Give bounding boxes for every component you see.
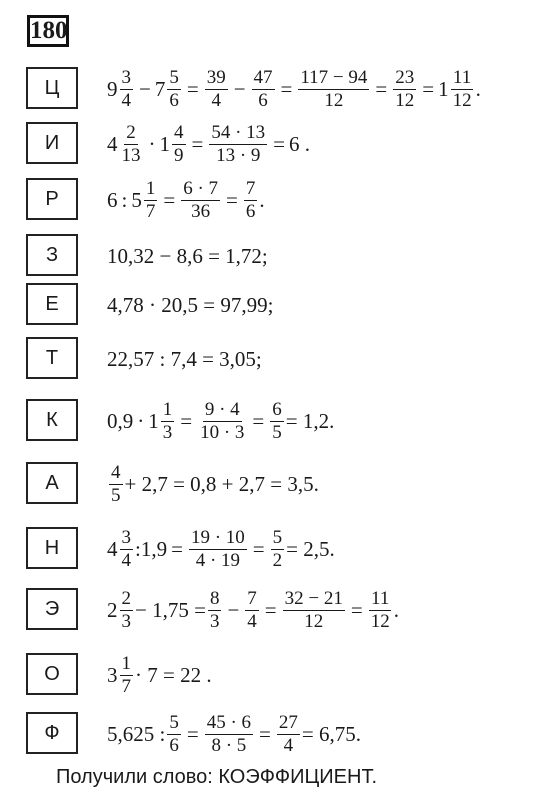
fraction-denominator: 3 [162,421,173,443]
fraction [298,67,369,112]
fraction-denominator: 9 [174,144,184,166]
expression-text: · [148,131,156,156]
expression-text: 2 [107,597,118,622]
expression-text: = [273,131,286,156]
fraction-denominator: 7 [145,200,156,222]
fraction [277,712,300,757]
task-number: 180 [27,15,69,47]
solution-row [0,178,550,222]
fraction [451,67,474,112]
expression-text: = [171,536,183,561]
expression-text: = [280,76,293,101]
fraction-numerator: 23 [395,66,415,88]
fraction-numerator: 3 [121,526,131,548]
fraction-denominator: 12 [452,89,472,111]
expression-text: + 2,7 = 0,8 + 2,7 = 3,5. [124,471,319,496]
letter-box: Ф [26,712,78,754]
expression-text: : [121,187,128,212]
fraction-denominator: 4 [211,89,221,111]
fraction-denominator: 10 · 3 [200,421,245,443]
fraction-numerator: 8 [209,587,220,609]
fraction-denominator: 6 [245,200,256,222]
fraction-numerator: 47 [253,66,273,88]
expression-text: = [350,597,363,622]
fraction-denominator: 8 · 5 [211,734,247,756]
expression-text: 1 [159,131,170,156]
expression-text: = [252,536,265,561]
expression-text: = 2,5. [286,536,335,561]
expression-text: = [252,408,265,433]
expression [107,234,268,278]
fraction-numerator: 5 [272,526,283,548]
expression-text: 6 . [289,131,311,156]
expression-text: = [191,131,204,156]
fraction-denominator: 12 [324,89,344,111]
expression [107,283,273,327]
solution-row [0,234,550,278]
expression-text: · 7 = 22 . [135,662,212,687]
letter-box: Е [26,283,78,325]
fraction [205,712,253,757]
expression-text: 1 [148,408,159,433]
fraction [181,178,220,223]
fraction [120,122,143,167]
expression [107,67,481,111]
fraction-numerator: 39 [206,66,226,88]
fraction-denominator: 5 [111,484,121,506]
fraction-denominator: 4 · 19 [195,549,241,571]
solution-row [0,399,550,443]
fraction-numerator: 19 · 10 [190,526,245,548]
fraction-numerator: 4 [111,461,121,483]
fraction [144,178,158,223]
fraction [244,178,258,223]
fraction-denominator: 5 [272,421,282,443]
fraction-numerator: 2 [126,121,136,143]
fraction [393,67,416,112]
fraction-denominator: 4 [247,610,257,632]
fraction [120,653,134,698]
fraction [120,588,134,633]
expression-text: 1,9 [140,536,168,561]
fraction-denominator: 6 [169,734,179,756]
fraction-numerator: 11 [452,66,472,88]
expression-text: : [135,536,141,561]
expression-text: 4 [107,536,118,561]
expression-text: . [475,76,481,101]
expression-text: = [226,187,238,212]
expression-text: 3 [107,662,118,687]
solution-row [0,67,550,111]
fraction-denominator: 4 [121,549,131,571]
fraction-numerator: 6 · 7 [183,177,219,199]
expression-text: 5,625 : [107,721,166,746]
letter-box: Н [26,527,78,569]
solution-row [0,462,550,506]
expression-text: 6 [107,187,118,212]
fraction-numerator: 117 − 94 [300,66,368,88]
letter-box: Р [26,178,78,220]
fraction-denominator: 36 [191,200,211,222]
fraction-denominator: 3 [209,610,220,632]
fraction-numerator: 6 [272,398,282,420]
fraction-denominator: 4 [121,89,131,111]
fraction-numerator: 32 − 21 [284,587,343,609]
expression [107,527,335,571]
fraction [369,588,392,633]
fraction [167,67,181,112]
letter-box: Ц [26,67,78,109]
expression [107,122,310,166]
expression [107,178,265,222]
letter-box: О [26,653,78,695]
fraction-denominator: 12 [370,610,390,632]
expression-text: − [227,597,240,622]
fraction-numerator: 4 [174,121,184,143]
fraction-numerator: 1 [162,398,173,420]
expression-text: − 1,75 = [135,597,206,622]
expression-text: 9 [107,76,118,101]
fraction-numerator: 9 · 4 [204,398,240,420]
expression [107,653,212,697]
fraction-denominator: 2 [272,549,283,571]
expression-text: = [186,76,199,101]
fraction [283,588,345,633]
fraction [109,462,123,507]
solution-row [0,337,550,381]
fraction-denominator: 4 [283,734,294,756]
expression-text: − [139,76,151,101]
fraction [167,712,181,757]
fraction [120,67,134,112]
expression-text: = [259,721,271,746]
expression-text: 4 [107,131,118,156]
fraction [120,527,134,572]
fraction-denominator: 7 [121,675,131,697]
fraction [252,67,275,112]
fraction-numerator: 5 [169,711,179,733]
fraction [209,122,267,167]
fraction-numerator: 1 [121,652,131,674]
expression-text: − [233,76,246,101]
fraction-numerator: 45 · 6 [206,711,252,733]
fraction-numerator: 2 [121,587,131,609]
letter-box: А [26,462,78,504]
fraction-denominator: 6 [258,89,268,111]
solution-row [0,588,550,632]
expression-text: = [375,76,388,101]
solution-row [0,283,550,327]
fraction-numerator: 7 [247,587,257,609]
expression-text: · [137,408,145,433]
result-sentence: Получили слово: КОЭФФИЦИЕНТ. [56,766,378,788]
expression [107,399,334,443]
expression-text: = [180,408,193,433]
expression-text: = 1,2. [285,408,335,433]
letter-box: Т [26,337,78,379]
fraction [161,399,175,444]
solution-row [0,527,550,571]
fraction-numerator: 11 [371,587,390,609]
expression-text: 0,9 [107,408,134,433]
fraction-numerator: 3 [121,66,131,88]
fraction-denominator: 12 [395,89,415,111]
letter-box: К [26,399,78,441]
fraction-denominator: 3 [121,610,131,632]
expression-text: . [259,187,265,212]
fraction-denominator: 6 [169,89,179,111]
expression-text: = [186,721,199,746]
fraction [189,527,247,572]
expression-text: 1 [438,76,449,101]
fraction [245,588,259,633]
expression-text: = [264,597,277,622]
fraction-numerator: 5 [169,66,179,88]
fraction-denominator: 13 · 9 [216,144,261,166]
fraction-denominator: 13 [121,144,141,166]
expression-text: = [422,76,435,101]
fraction [208,588,222,633]
expression-text: = [163,187,176,212]
expression-text: 22,57 : 7,4 = 3,05; [107,346,262,371]
fraction-denominator: 12 [304,610,324,632]
fraction-numerator: 54 · 13 [211,121,266,143]
solution-row [0,712,550,756]
fraction [198,399,246,444]
expression [107,712,361,756]
fraction [205,67,228,112]
fraction-numerator: 7 [245,177,256,199]
expression-text: 10,32 − 8,6 = 1,72; [107,243,268,268]
fraction-numerator: 1 [145,177,156,199]
expression-text: 5 [131,187,142,212]
expression-text: . [393,597,399,622]
fraction [271,527,285,572]
expression [107,337,262,381]
solution-row [0,122,550,166]
expression-text: 7 [154,76,166,101]
expression [107,462,319,506]
expression-text: = 6,75. [301,721,361,746]
letter-box: Э [26,588,78,630]
fraction-numerator: 27 [278,711,298,733]
expression [107,588,399,632]
expression-text: 4,78 · 20,5 = 97,99; [107,292,274,317]
letter-box: З [26,234,78,276]
fraction [172,122,186,167]
solution-row [0,653,550,697]
letter-box: И [26,122,78,164]
fraction [270,399,284,444]
